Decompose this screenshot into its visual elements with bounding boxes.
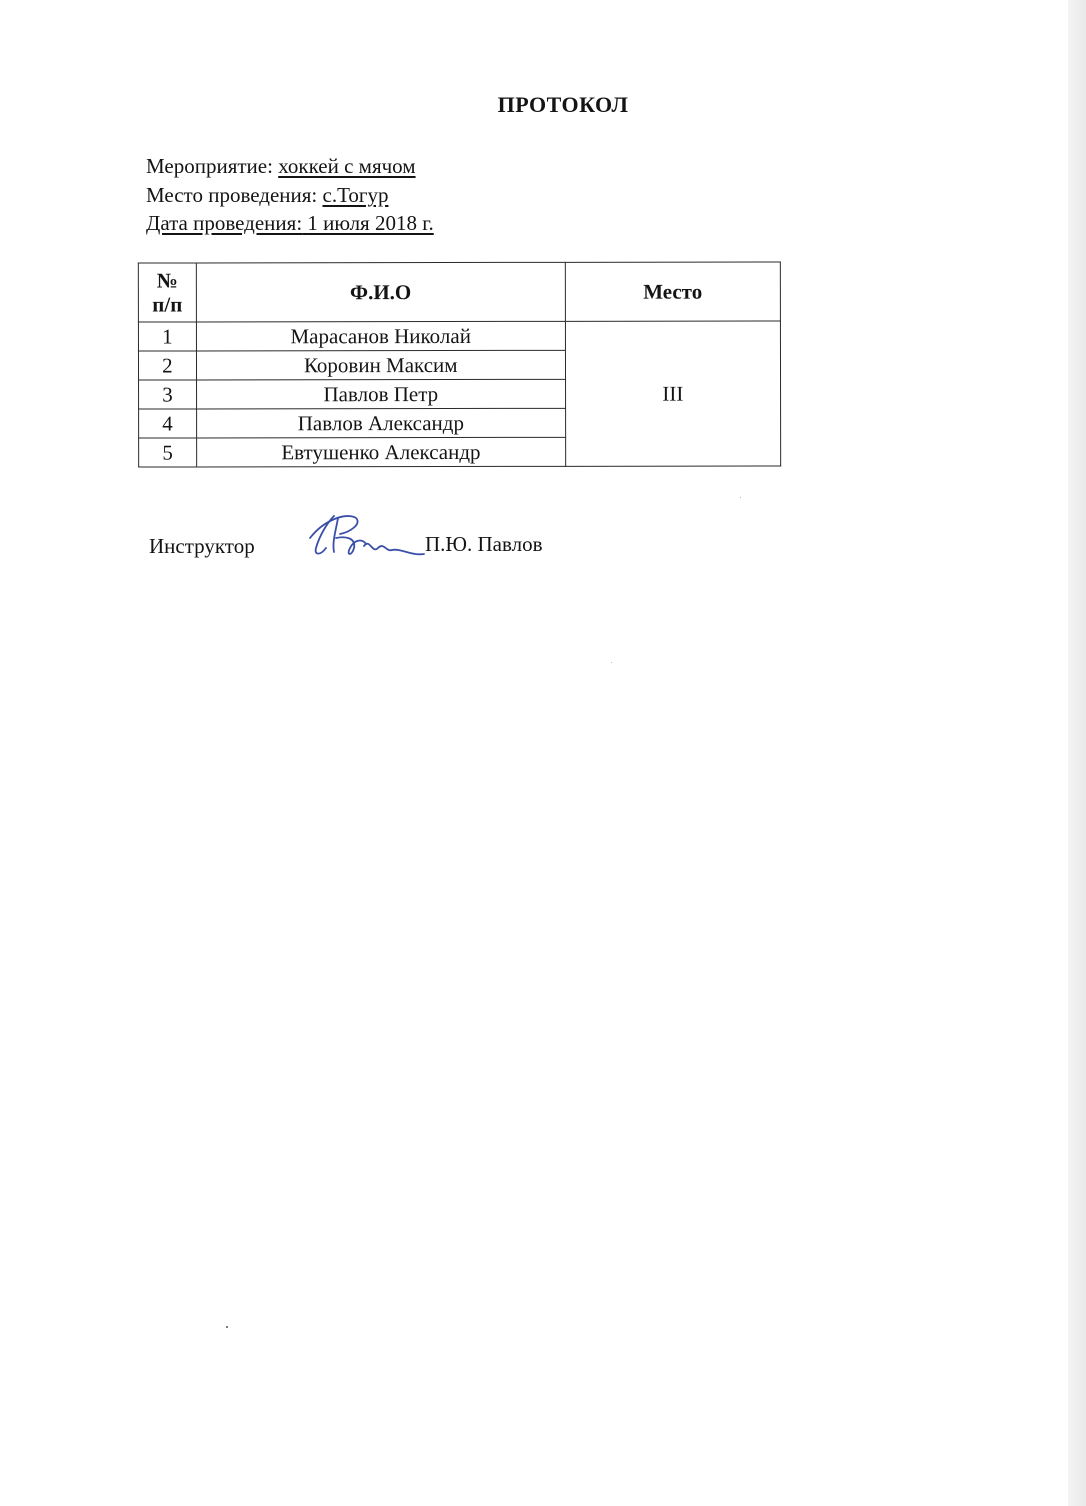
row-name: Павлов Петр (196, 379, 565, 409)
table-header-row (138, 262, 780, 322)
header-place: Место (565, 262, 780, 321)
row-name: Коровин Максим (196, 350, 565, 380)
table-row (138, 321, 780, 351)
date-line (146, 209, 434, 237)
header-name: Ф.И.О (196, 262, 565, 322)
row-number: 2 (138, 351, 196, 380)
row-number: 5 (139, 438, 197, 467)
place-cell: III (565, 321, 781, 466)
scan-speck (226, 1326, 228, 1328)
instructor-role: Инструктор (149, 534, 255, 558)
date-value: 1 июля 2018 г. (307, 211, 434, 235)
row-number: 3 (139, 380, 197, 409)
row-name: Марасанов Николай (196, 321, 565, 351)
header-number (138, 263, 196, 322)
results-table (138, 261, 781, 467)
scan-speck (740, 497, 741, 498)
event-value: хоккей с мячом (278, 154, 416, 178)
row-number: 4 (139, 409, 197, 438)
page-title: ПРОТОКОЛ (497, 92, 629, 117)
header-number-abbr: п/п (152, 292, 183, 317)
event-label: Мероприятие: (146, 154, 273, 178)
row-name: Павлов Александр (196, 408, 565, 438)
venue-label: Место проведения: (146, 183, 318, 207)
instructor-name: П.Ю. Павлов (425, 532, 543, 556)
scan-speck (611, 662, 612, 663)
header-number-symbol: № (156, 268, 178, 293)
row-number: 1 (138, 322, 196, 351)
venue-value: с.Тогур (322, 183, 389, 207)
venue-line (146, 181, 388, 209)
row-name: Евтушенко Александр (196, 437, 565, 467)
handwritten-signature (306, 508, 430, 568)
date-label: Дата проведения: (146, 211, 303, 235)
scan-edge-shadow (1068, 0, 1086, 1506)
event-line (146, 152, 416, 180)
